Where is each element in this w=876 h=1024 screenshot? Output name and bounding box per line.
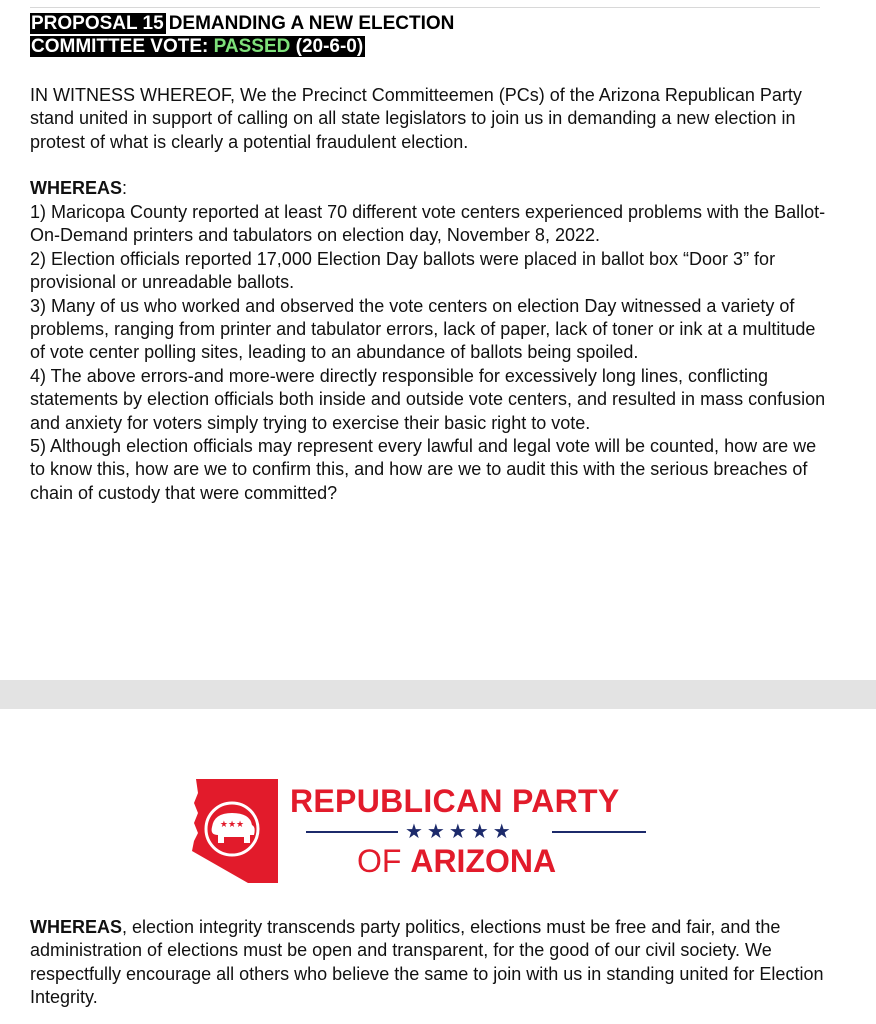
logo-subtitle <box>357 843 556 880</box>
whereas-item: 2) Election officials reported 17,000 Election Day ballots were placed in ballot box “Door 3” for provisional or unreadable ballots. <box>30 248 776 293</box>
emblem-stars: ★★★ <box>219 820 245 830</box>
logo-rule-left <box>306 831 398 833</box>
logo-sub-state: ARIZONA <box>410 843 557 879</box>
closing-whereas: WHEREAS <box>30 917 123 937</box>
vote-status: PASSED <box>213 36 291 57</box>
intro-paragraph <box>30 84 830 154</box>
logo-title: REPUBLICAN PARTY <box>290 783 620 819</box>
logo-sub-prefix: OF <box>357 843 411 879</box>
logo-rule-right <box>552 831 646 833</box>
whereas-heading <box>30 177 830 200</box>
whereas-list <box>30 201 830 505</box>
whereas-label: WHEREAS <box>30 178 123 198</box>
page-separator <box>0 680 876 709</box>
committee-vote <box>30 36 365 57</box>
whereas-item: 3) Many of us who worked and observed the vote centers on election Day witnessed a variety of problems, ranging from printer and tabulator errors, lack of paper, lack of toner or ink at a multitude of vote center polling sites, leading to an abundance of ballots being spoiled. <box>30 295 816 363</box>
vote-tally: (20-6-0) <box>290 36 364 57</box>
whereas-item: 5) Although election officials may represent every lawful and legal vote will be counted, how are we to know this, how are we to confirm this, and how are we to audit this with the serious breaches of chain of custody that were committed? <box>30 436 817 503</box>
proposal-title: DEMANDING A NEW ELECTION <box>168 13 455 34</box>
closing-paragraph <box>30 916 830 1010</box>
top-divider <box>30 7 820 8</box>
intro-text: IN WITNESS WHEREOF, We the Precinct Committeemen (PCs) of the Arizona Republican Party stand united in support of calling on all state legislators to join us in demanding a new election in protest of what is clearly a potential fraudulent election. <box>30 85 802 152</box>
whereas-colon: : <box>122 178 128 198</box>
party-logo <box>190 777 670 887</box>
closing-text: , election integrity transcends party politics, elections must be free and fair, and the administration of elections must be open and transparent, for the good of our civil society. We respectfully encourage all others who believe the same to join with us in standing united for Election Integrity. <box>30 917 824 1008</box>
logo-stars: ★★★★★ <box>405 821 515 843</box>
proposal-label: PROPOSAL 15 <box>31 13 164 34</box>
whereas-item: 1) Maricopa County reported at least 70 different vote centers experienced problems with the Ballot-On-Demand printers and tabulators on election day, November 8, 2022. <box>30 202 826 246</box>
whereas-item: 4) The above errors-and more-were directly responsible for excessively long lines, conflicting statements by election officials both inside and outside vote centers, and resulted in mass confusion and anxiety for voters simply trying to exercise their basic right to vote. <box>30 365 826 433</box>
proposal-heading <box>30 12 454 58</box>
vote-prefix: COMMITTEE VOTE: <box>31 36 214 57</box>
arizona-state-icon <box>190 777 286 885</box>
document-page-2 <box>0 709 876 1024</box>
